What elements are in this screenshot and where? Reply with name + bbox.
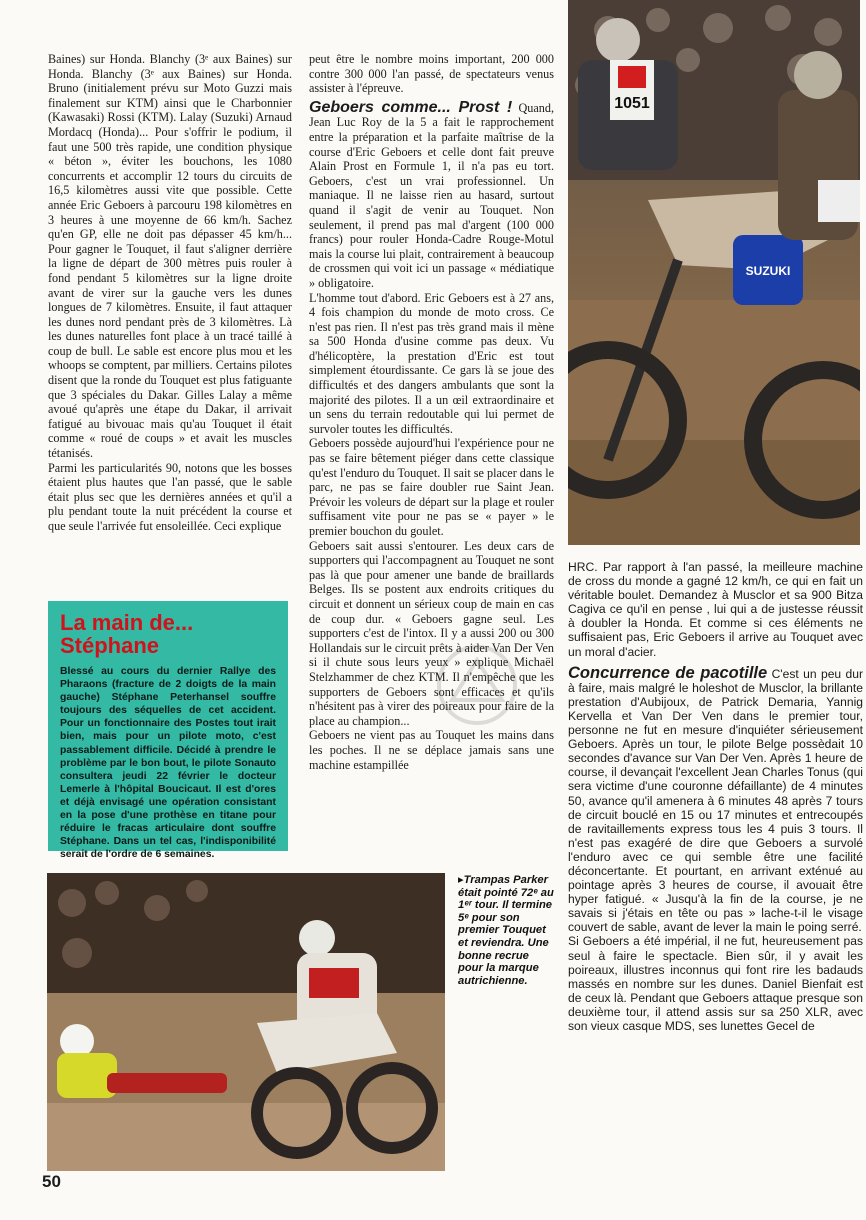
paragraph: peut être le nombre moins important, 200 000 contre 300 000 l'an passé, de spectateurs venus assister à l'épreuve. [309,52,554,96]
paragraph: Baines) sur Honda. Blanchy (3ᵉ aux Baines) sur Honda. Blanchy (3ᵉ aux Baines) sur Honda. Bruno (initialement prévu sur Moto Guzzi mais finalement sur KTM) ainsi que le Charbonnier (Kawasaki) Rossi (KTM). Lalay (Suzuki) Arnaud Mordacq (Honda)... Pour s'offrir le podium, il faut une 500 très rapide, une condition physique « béton », éviter les bouchons, les 1080 concurrents et accomplir 12 tours du circuits de 16,5 kilomètres aussi vite que possible. Cette année Eric Geboers à parcouru 198 kilomètres en 3 heures à une moyenne de 66 km/h. Sachez qu'en GP, elle ne doit pas dépasser 45 km/h... Pour gagner le Touquet, il faut s'aligner derrière la ligne de départ de 300 mètres puis rouler à fond pendant 5 kilomètres sur la ligne droite avant de virer sur la gauche vers les dunes longues de 7 kilomètres. Ensuite, il faut attaquer les dunes nord pendant près de 3 kilomètres. Là les dunes naturelles font place à un tracé taillé à coup de bull. Le sable est encore plus mou et les whoops se comptent, par milliers. Certains pilotes disent que la ronde du Touquet est plus fatiguante que 3 spéciales du Dakar. Gilles Lalay a même avoué qu'après une étape du Dakar, il arrivait fatigué au bivouac mais qu'au Touquet il était comme « roué de coups » et avait les muscles tétanisés. [48,52,292,461]
article-column-1 [48,52,292,534]
sidebar-title-line-2: Stéphane [60,633,160,658]
section-heading-geboers-prost: Geboers comme... Prost ! [309,98,513,116]
article-column-3 [568,560,863,1033]
paragraph-text: Quand, Jean Luc Roy de la 5 a fait le rapprochement entre la préparation et la parfaite maîtrise de la course d'Eric Geboers et celle dont fait preuve Alain Prost en Formule 1, il n'a pas eu tort. Geboers, c'est un vrai professionnel. Un maniaque. Il ne laisse rien au hasard, surtout quand il s'agit de venir au Touquet. Non seulement, il prend pas mal d'argent (100 000 francs) pour rouler Honda-Cadre Rouge-Motul mais la course lui plait, contrairement à beaucoup de crossmen qui voit ici un passage « médiatique » obligatoire. [309,100,554,290]
race-photo-top [568,0,860,545]
paragraph: L'homme tout d'abord. Eric Geboers est à 27 ans, 4 fois champion du monde de moto cross. Ce n'est pas rien. Il n'est pas très grand mais il mène sa 500 Honda d'usine comme pas deux. Vu d'hélicoptère, la prestation d'Eric est tout simplement étourdissante. Ce gars là se joue des difficultés et des dangers ambulants que sont la majorité des pilotes. Il a un œil extraordinaire et un sens du terrain redoutable qui lui permet de survoler toutes les difficultés. [309,290,554,436]
paragraph: Geboers ne vient pas au Touquet les mains dans les poches. Il ne se déplace jamais sans une machine estampillée [309,728,554,772]
sidebar-title-line-1: La main de... [60,610,194,635]
paragraph: Geboers sait aussi s'entourer. Les deux cars de supporters qui l'accompagnent au Touquet ne sont pas là que pour amener une bande de braillards Belges. Ils se postent aux endroits critiques du circuit et donnent un sérieux coup de main en cas de coup dur. « Geboers gagne seul. Les supporters c'est de l'intox. Il y a aussi 200 ou 300 Hollandais sur le circuit prêts à aider Van Der Ven si il chute sous leurs yeux » explique Michaël Stelzhammer de chez KTM. Il n'empêche que les supporters de Geboers sont efficaces et qu'ils n'hésitent pas à virer des poireaux pour faire de la place au champion... [309,538,554,728]
sidebar-body: Blessé au cours du dernier Rallye des Pharaons (fracture de 2 doigts de la main gauche) Stéphane Peterhansel souffre toujours des séquelles de cet accident. Pour un fonctionnaire des Postes tout irait bien, mais pour un pilote moto, c'est passablement difficile. Décidé à prendre le problème par le bon bout, le pilote Sonauto consultera jeudi 22 février le docteur Lemerle à l'hôpital Boucicaut. Il est d'ores et déjà envisagé une opération consistant en la pose d'une prothèse en titane pour réduire le fracas articulaire dont souffre Stéphane. Dans un tel cas, l'indisponibilité serait de l'ordre de 6 semaines. [60,666,276,861]
paragraph-text: C'est un peu dur à faire, mais malgré le holeshot de Musclor, la brillante prestation d'Aubijoux, de Patrick Demaria, Yannig Kervella et Van Der Ven dans le premier tour, personne ne fut en mesure d'inquiéter sérieusement Geboers. Après un tour, le pilote Belge possèdait 10 secondes d'avance sur Van Der Ven. Après 1 heure de course, il devançait l'excellent Jean Charles Tonus (qui sera victime d'une couronne défaillante) de 4 minutes 50, avance qu'il amenera à 6 minutes 48 après 7 tours de circuit bouclé en 15 ou 17 minutes et entrecoupés de ravitaillements express tous les 4 puis 3 tours. Il n'est pas exagéré de dire que Geboers a survolé l'enduro avec ce qui semble être une facilité déconcertante. Et pourtant, en arrivant exténué au pointage après 3 heures de course, il avouait être hyper fatigué. « Jusqu'à la fin de la course, je ne savais si j'étais en tête ou pas » lache-t-il le visage couvert de sable, avant de lever la main le poing serré. [568,666,863,935]
race-photo-bottom [47,873,445,1171]
section-heading-concurrence: Concurrence de pacotille [568,663,768,682]
tank-brand-label: SUZUKI [745,264,791,278]
paragraph: Geboers possède aujourd'hui l'expérience pour ne pas se faire bêtement piéger dans cette classique qu'est l'enduro du Touquet. Il sait se placer dans le parc, ne pas se faire doubler rue Saint Jean. Prévoir les voleurs de départ sur la plage et rouler suffisament vite pour ne pas se « payer » le premier bouchon du goulet. [309,436,554,538]
bib-number: 1051 [614,95,650,112]
sidebar-title [60,611,276,657]
race-photo-bottom-illustration [47,873,445,1171]
watermark-icon [412,640,542,730]
photo-caption: ▸Trampas Parker était pointé 72ᵉ au 1ᵉʳ tour. Il termine 5ᵉ pour son premier Touquet et reviendra. Une bonne recrue pour la marque autrichienne. [458,874,554,987]
paragraph: Si Geboers a été impérial, il ne fut, heureusement pas seul à faire le spectacle. Bien sûr, il y avait les poireaux, illustres inconnus qui font rire les badauds massés en nombre sur les dunes. Daniel Bienfait est de ceux là. Pendant que Geboers attaque presque son deuxième tour, il attend assis sur sa 250 XLR, avec son vieux casque MDS, ses lunettes Gecel de [568,934,863,1033]
page-number: 50 [42,1172,61,1191]
paragraph-with-heading [568,663,863,935]
paragraph: Parmi les particularités 90, notons que les bosses étaient plus hautes que l'an passé, que le sable était plus sec que les dernières années et qu'il a plu pendant toute la nuit précédent la course et que seule l'arrivée fut ensoleillée. Ceci explique [48,460,292,533]
race-photo-top-illustration [568,0,860,545]
paragraph-with-heading [309,98,554,291]
sidebar-box [48,601,288,861]
paragraph: HRC. Par rapport à l'an passé, la meilleure machine de cross du monde a gagné 12 km/h, ce qui en fait un véritable boulet. Demandez à Musclor et sa 900 Bitza Cagiva ce qu'il en pense , lui qui a de justesse réussit à doubler la Honda. Et comme si ces éléments ne suffisaient pas, Eric Geboers il arrive au Touquet avec un moral d'acier. [568,560,863,659]
